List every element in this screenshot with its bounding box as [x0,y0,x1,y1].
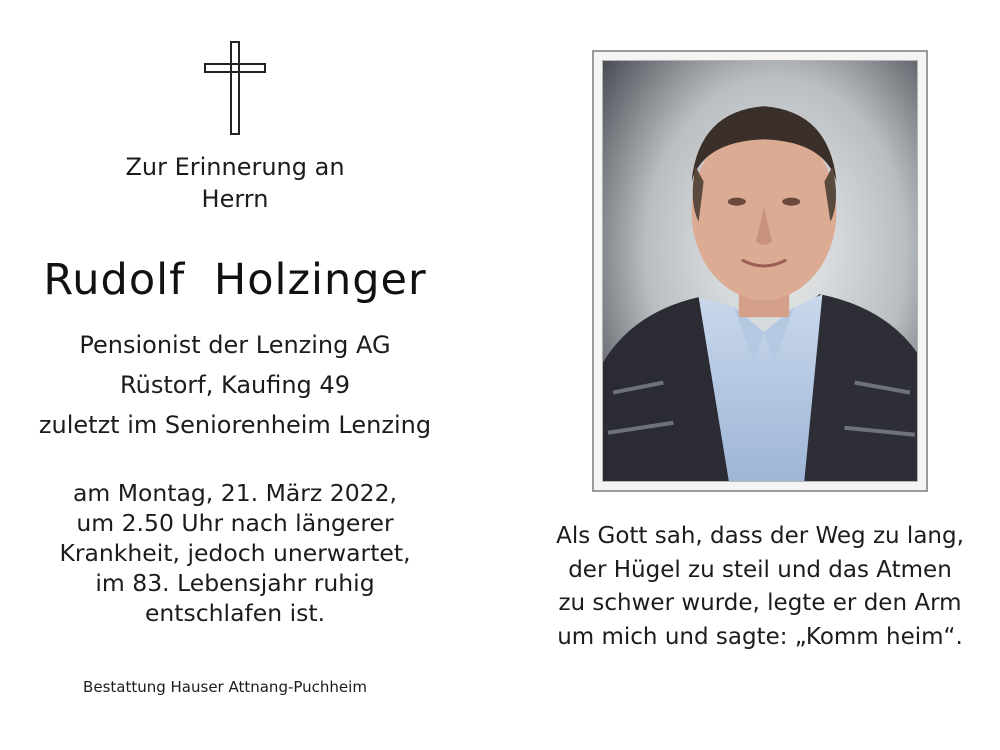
residence-line: zuletzt im Seniorenheim Lenzing [38,411,432,439]
memorial-intro-line: Zur Erinnerung an [125,153,345,181]
cross-icon [203,40,267,136]
occupation-line: Pensionist der Lenzing AG [79,331,391,359]
death-line: im 83. Lebensjahr ruhig [95,569,375,597]
verse-line: um mich und sagte: „Komm heim“. [557,623,963,650]
deceased-name: Rudolf Holzinger [43,255,427,305]
portrait-photo [602,60,918,482]
portrait-frame [592,50,928,492]
verse-line: der Hügel zu steil und das Atmen [568,556,952,583]
notice-panel [0,0,470,750]
death-line: am Montag, 21. März 2022, [72,479,398,507]
death-announcement [0,478,470,628]
address-line: Rüstorf, Kaufing 49 [120,371,350,399]
verse-line: zu schwer wurde, legte er den Arm [558,590,962,616]
death-line: Krankheit, jedoch unerwartet, [59,539,411,567]
deceased-details [0,325,470,445]
death-line: entschlafen ist. [144,599,326,627]
death-line: um 2.50 Uhr nach längerer [76,509,394,537]
verse-line: Als Gott sah, dass der Weg zu lang, [556,523,964,549]
salutation: Herrn [201,185,269,213]
memorial-verse [530,520,990,654]
memorial-intro [0,151,470,215]
funeral-home: Bestattung Hauser Attnang-Puchheim [83,678,367,696]
